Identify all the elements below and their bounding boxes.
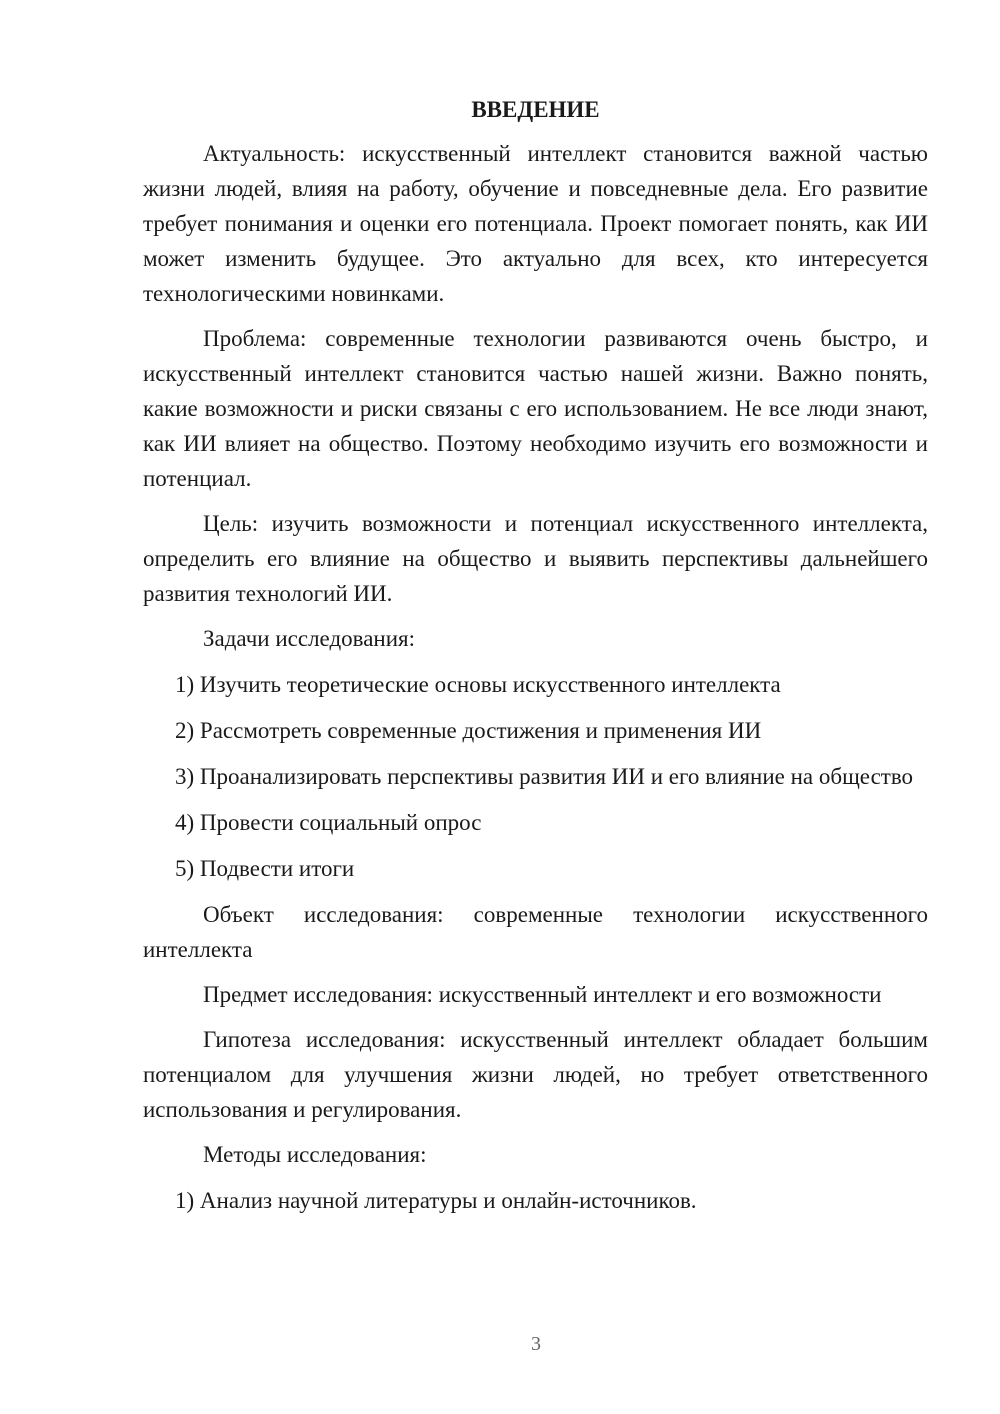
task-item-4: 4) Провести социальный опрос <box>175 810 482 835</box>
tasks-label: Задачи исследования: <box>203 626 416 651</box>
object-paragraph: Объект исследования: современные технологии искусственного интеллекта <box>143 902 928 962</box>
page-number: 3 <box>531 1333 541 1355</box>
goal-paragraph: Цель: изучить возможности и потенциал искусственного интеллекта, определить его влияние на общество и выявить перспективы дальнейшего развития технологий ИИ. <box>143 511 928 606</box>
relevance-paragraph: Актуальность: искусственный интеллект становится важной частью жизни людей, влияя на работу, обучение и повседневные дела. Его развитие требует понимания и оценки его потенциала. Проект помогает понять, как ИИ может изменить будущее. Это актуально для всех, кто интересуется технологическими новинками. <box>143 141 928 306</box>
task-item-3: 3) Проанализировать перспективы развития ИИ и его влияние на общество <box>175 764 914 789</box>
document-body <box>143 92 928 1229</box>
hypothesis-paragraph: Гипотеза исследования: искусственный интеллект обладает большим потенциалом для улучшения жизни людей, но требует ответственного использования и регулирования. <box>143 1027 928 1122</box>
task-item-1: 1) Изучить теоретические основы искусственного интеллекта <box>175 672 781 697</box>
methods-label: Методы исследования: <box>203 1142 427 1167</box>
page-title: ВВЕДЕНИЕ <box>471 97 600 122</box>
problem-paragraph: Проблема: современные технологии развиваются очень быстро, и искусственный интеллект становится частью нашей жизни. Важно понять, какие возможности и риски связаны с его использованием. Не все люди знают, как ИИ влияет на общество. Поэтому необходимо изучить его возможности и потенциал. <box>143 326 928 491</box>
method-item-1: 1) Анализ научной литературы и онлайн-источников. <box>175 1188 697 1213</box>
subject-paragraph: Предмет исследования: искусственный интеллект и его возможности <box>203 982 882 1007</box>
task-item-2: 2) Рассмотреть современные достижения и применения ИИ <box>175 718 762 743</box>
task-item-5: 5) Подвести итоги <box>175 856 355 881</box>
